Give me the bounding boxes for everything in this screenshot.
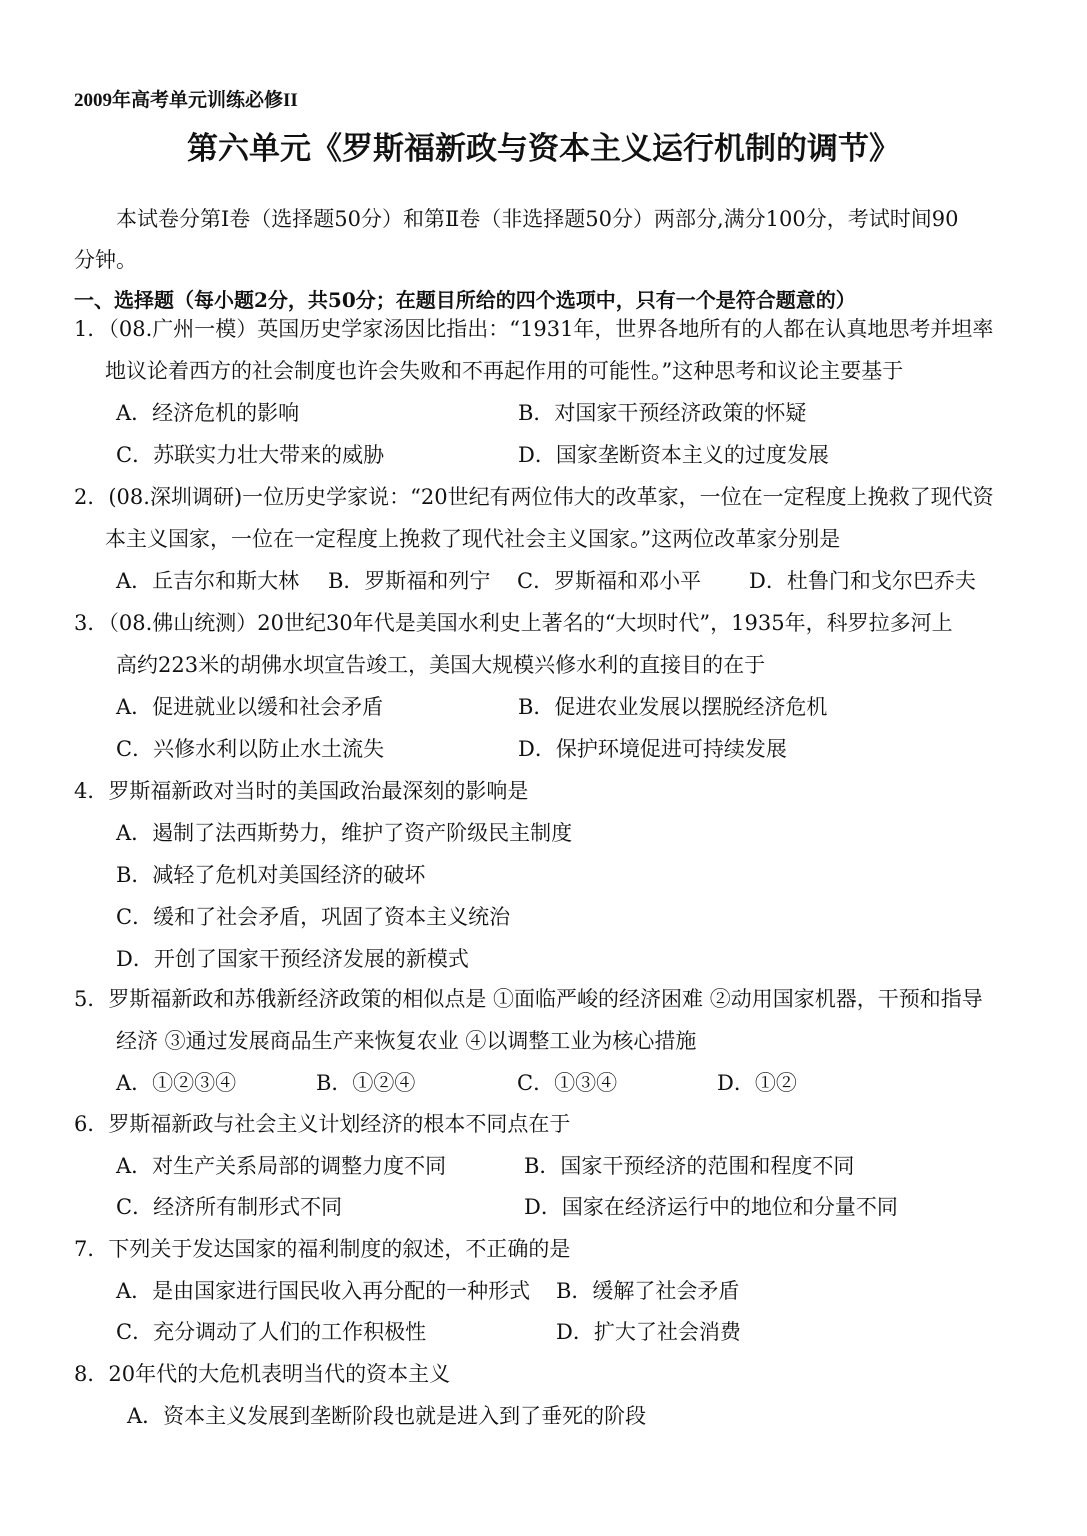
- question-stem: 4．罗斯福新政对当时的美国政治最深刻的影响是: [74, 779, 529, 803]
- option-c[interactable]: C．罗斯福和邓小平: [517, 569, 702, 593]
- option-c[interactable]: C．兴修水利以防止水土流失: [116, 737, 385, 761]
- option-a[interactable]: A．促进就业以缓和社会矛盾: [116, 695, 384, 719]
- option-c[interactable]: C．①③④: [517, 1071, 618, 1095]
- question-stem: 2．(08.深圳调研)一位历史学家说：“20世纪有两位伟大的改革家，一位在一定程度上挽救了现代资: [74, 485, 994, 509]
- option-c[interactable]: C．缓和了社会矛盾，巩固了资本主义统治: [116, 905, 511, 929]
- option-c[interactable]: C．充分调动了人们的工作积极性: [116, 1320, 427, 1344]
- option-a[interactable]: A．遏制了法西斯势力，维护了资产阶级民主制度: [116, 821, 573, 845]
- option-d[interactable]: D．国家垄断资本主义的过度发展: [518, 443, 829, 467]
- option-d[interactable]: D．①②: [717, 1071, 797, 1095]
- question-stem: 本主义国家，一位在一定程度上挽救了现代社会主义国家。”这两位改革家分别是: [105, 527, 841, 551]
- option-d[interactable]: D．开创了国家干预经济发展的新模式: [116, 947, 469, 971]
- option-d[interactable]: D．扩大了社会消费: [556, 1320, 741, 1344]
- section-heading: 一、选择题（每小题2分，共50分；在题目所给的四个选项中，只有一个是符合题意的）: [74, 288, 856, 312]
- option-a[interactable]: A．对生产关系局部的调整力度不同: [116, 1154, 447, 1178]
- option-b[interactable]: B．促进农业发展以摆脱经济危机: [518, 695, 828, 719]
- question-stem: 5．罗斯福新政和苏俄新经济政策的相似点是 ①面临严峻的经济困难 ②动用国家机器，干预和指导: [74, 987, 983, 1011]
- option-c[interactable]: C．苏联实力壮大带来的威胁: [116, 443, 385, 467]
- option-a[interactable]: A．资本主义发展到垄断阶段也就是进入到了垂死的阶段: [127, 1404, 647, 1428]
- option-c[interactable]: C．经济所有制形式不同: [116, 1195, 343, 1219]
- question-stem: 8．20年代的大危机表明当代的资本主义: [74, 1362, 451, 1386]
- question-stem: 地议论着西方的社会制度也许会失败和不再起作用的可能性。”这种思考和议论主要基于: [105, 359, 904, 383]
- option-b[interactable]: B．罗斯福和列宁: [328, 569, 491, 593]
- intro-line: 本试卷分第Ⅰ卷（选择题50分）和第Ⅱ卷（非选择题50分）两部分,满分100分，考试时间90: [116, 207, 959, 231]
- option-b[interactable]: B．缓解了社会矛盾: [556, 1279, 740, 1303]
- question-stem: 1．（08.广州一模）英国历史学家汤因比指出：“1931年，世界各地所有的人都在认真地思考并坦率: [74, 317, 994, 341]
- option-b[interactable]: B．国家干预经济的范围和程度不同: [524, 1154, 855, 1178]
- exam-series-label: 2009年高考单元训练必修II: [74, 90, 298, 111]
- option-a[interactable]: A．经济危机的影响: [116, 401, 300, 425]
- question-stem: 7．下列关于发达国家的福利制度的叙述，不正确的是: [74, 1237, 571, 1261]
- intro-line: 分钟。: [74, 248, 137, 272]
- question-stem: 高约223米的胡佛水坝宣告竣工，美国大规模兴修水利的直接目的在于: [116, 653, 766, 677]
- option-a[interactable]: A．是由国家进行国民收入再分配的一种形式: [116, 1279, 531, 1303]
- option-d[interactable]: D．杜鲁门和戈尔巴乔夫: [749, 569, 976, 593]
- page-title: 第六单元《罗斯福新政与资本主义运行机制的调节》: [187, 131, 900, 167]
- option-b[interactable]: B．减轻了危机对美国经济的破坏: [116, 863, 426, 887]
- option-d[interactable]: D．国家在经济运行中的地位和分量不同: [524, 1195, 898, 1219]
- option-a[interactable]: A．①②③④: [116, 1071, 237, 1095]
- option-b[interactable]: B．①②④: [316, 1071, 416, 1095]
- option-b[interactable]: B．对国家干预经济政策的怀疑: [518, 401, 807, 425]
- option-d[interactable]: D．保护环境促进可持续发展: [518, 737, 787, 761]
- option-a[interactable]: A．丘吉尔和斯大林: [116, 569, 300, 593]
- question-stem: 3．（08.佛山统测）20世纪30年代是美国水利史上著名的“大坝时代”，1935年，科罗拉多河上: [74, 611, 953, 635]
- question-stem: 经济 ③通过发展商品生产来恢复农业 ④以调整工业为核心措施: [116, 1029, 697, 1053]
- question-stem: 6．罗斯福新政与社会主义计划经济的根本不同点在于: [74, 1112, 571, 1136]
